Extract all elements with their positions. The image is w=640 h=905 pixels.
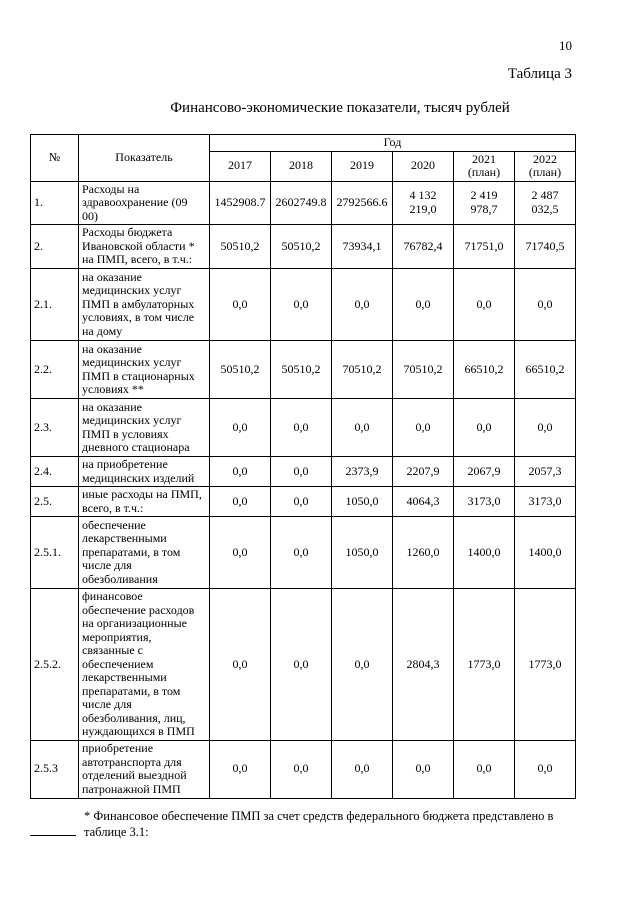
row-number: 2.4. <box>31 457 79 487</box>
row-value: 0,0 <box>515 399 576 457</box>
row-value: 0,0 <box>271 589 332 741</box>
header-year <box>454 151 515 181</box>
row-value: 0,0 <box>393 399 454 457</box>
row-indicator: обеспечение лекарственными препаратами, в том числе для обезболивания <box>79 517 210 589</box>
row-value: 0,0 <box>210 589 271 741</box>
row-value: 1773,0 <box>515 589 576 741</box>
row-value: 0,0 <box>515 269 576 341</box>
row-number: 2.2. <box>31 341 79 399</box>
table-row <box>31 487 576 517</box>
row-value: 66510,2 <box>454 341 515 399</box>
row-value: 0,0 <box>332 399 393 457</box>
row-number: 2. <box>31 225 79 269</box>
row-value: 0,0 <box>393 269 454 341</box>
row-value: 0,0 <box>271 517 332 589</box>
row-indicator: финансовое обеспечение расходов на организационные мероприятия, связанные с обеспечением лекарственными препаратами, в том числе для обезболивания, лиц, нуждающихся в ПМП <box>79 589 210 741</box>
row-number: 2.5. <box>31 487 79 517</box>
row-value: 0,0 <box>210 399 271 457</box>
row-value: 0,0 <box>393 740 454 798</box>
row-value: 2 419 978,7 <box>454 181 515 225</box>
row-value: 0,0 <box>271 487 332 517</box>
row-value: 0,0 <box>332 740 393 798</box>
row-value: 70510,2 <box>393 341 454 399</box>
header-year <box>210 151 271 181</box>
header-year <box>271 151 332 181</box>
row-value: 2067,9 <box>454 457 515 487</box>
row-value: 66510,2 <box>515 341 576 399</box>
row-value: 1400,0 <box>515 517 576 589</box>
page-number: 10 <box>559 38 572 53</box>
table-row <box>31 225 576 269</box>
row-value: 0,0 <box>271 269 332 341</box>
row-value: 3173,0 <box>515 487 576 517</box>
row-value: 0,0 <box>271 399 332 457</box>
row-value: 4 132 219,0 <box>393 181 454 225</box>
row-number: 2.5.3 <box>31 740 79 798</box>
row-value: 71751,0 <box>454 225 515 269</box>
row-value: 2804,3 <box>393 589 454 741</box>
row-value: 0,0 <box>210 517 271 589</box>
row-value: 4064,3 <box>393 487 454 517</box>
header-year-value: 2021 <box>472 151 496 166</box>
row-value: 2 487 032,5 <box>515 181 576 225</box>
header-no: № <box>31 135 79 182</box>
row-value: 0,0 <box>332 269 393 341</box>
row-value: 0,0 <box>332 589 393 741</box>
table-row <box>31 269 576 341</box>
row-number: 2.5.1. <box>31 517 79 589</box>
row-value: 2373,9 <box>332 457 393 487</box>
table-label: Таблица 3 <box>507 66 572 82</box>
row-value: 2792566.6 <box>332 181 393 225</box>
row-value: 1260,0 <box>393 517 454 589</box>
table-row <box>31 341 576 399</box>
row-indicator: иные расходы на ПМП, всего, в т.ч.: <box>79 487 210 517</box>
header-year-value: 2018 <box>289 158 313 173</box>
header-year-value: 2017 <box>228 158 252 173</box>
row-value: 50510,2 <box>210 341 271 399</box>
row-value: 0,0 <box>271 457 332 487</box>
footnote-rule <box>30 835 76 836</box>
row-value: 0,0 <box>454 269 515 341</box>
row-number: 2.3. <box>31 399 79 457</box>
row-indicator: Расходы на здравоохранение (09 00) <box>79 181 210 225</box>
header-year-note: (план) <box>467 165 501 179</box>
row-value: 1773,0 <box>454 589 515 741</box>
row-value: 2207,9 <box>393 457 454 487</box>
header-year-value: 2022 <box>533 151 557 166</box>
row-value: 3173,0 <box>454 487 515 517</box>
row-value: 0,0 <box>454 740 515 798</box>
row-value: 50510,2 <box>271 225 332 269</box>
table-row <box>31 399 576 457</box>
table-row <box>31 517 576 589</box>
header-year-value: 2019 <box>350 158 374 173</box>
table-row <box>31 589 576 741</box>
header-year-value: 2020 <box>411 158 435 173</box>
row-indicator: приобретение автотранспорта для отделений выездной патронажной ПМП <box>79 740 210 798</box>
header-year-group: Год <box>210 135 576 152</box>
table-row <box>31 181 576 225</box>
row-value: 2602749.8 <box>271 181 332 225</box>
row-value: 0,0 <box>454 399 515 457</box>
row-value: 0,0 <box>210 269 271 341</box>
row-indicator: на оказание медицинских услуг ПМП в амбулаторных условиях, в том числе на дому <box>79 269 210 341</box>
header-year <box>393 151 454 181</box>
table-row <box>31 740 576 798</box>
table-title: Финансово-экономические показатели, тысяч рублей <box>170 100 510 116</box>
row-value: 50510,2 <box>210 225 271 269</box>
table-row <box>31 457 576 487</box>
financial-indicators-table <box>30 134 576 799</box>
row-number: 1. <box>31 181 79 225</box>
row-indicator: на оказание медицинских услуг ПМП в стационарных условиях ** <box>79 341 210 399</box>
row-value: 73934,1 <box>332 225 393 269</box>
header-indicator: Показатель <box>79 135 210 182</box>
header-year-note: (план) <box>528 165 562 179</box>
row-value: 0,0 <box>271 740 332 798</box>
header-year <box>515 151 576 181</box>
row-value: 1400,0 <box>454 517 515 589</box>
row-number: 2.5.2. <box>31 589 79 741</box>
row-indicator: на приобретение медицинских изделий <box>79 457 210 487</box>
row-indicator: на оказание медицинских услуг ПМП в условиях дневного стационара <box>79 399 210 457</box>
row-value: 0,0 <box>515 740 576 798</box>
row-value: 0,0 <box>210 487 271 517</box>
row-value: 1050,0 <box>332 517 393 589</box>
footnote: * Финансовое обеспечение ПМП за счет средств федерального бюджета представлено в таблице 3.1: <box>84 809 554 839</box>
row-value: 1452908.7 <box>210 181 271 225</box>
row-value: 1050,0 <box>332 487 393 517</box>
row-value: 0,0 <box>210 740 271 798</box>
header-year <box>332 151 393 181</box>
row-value: 70510,2 <box>332 341 393 399</box>
row-value: 76782,4 <box>393 225 454 269</box>
row-value: 0,0 <box>210 457 271 487</box>
row-value: 50510,2 <box>271 341 332 399</box>
row-value: 2057,3 <box>515 457 576 487</box>
row-number: 2.1. <box>31 269 79 341</box>
row-indicator: Расходы бюджета Ивановской области * на ПМП, всего, в т.ч.: <box>79 225 210 269</box>
row-value: 71740,5 <box>515 225 576 269</box>
